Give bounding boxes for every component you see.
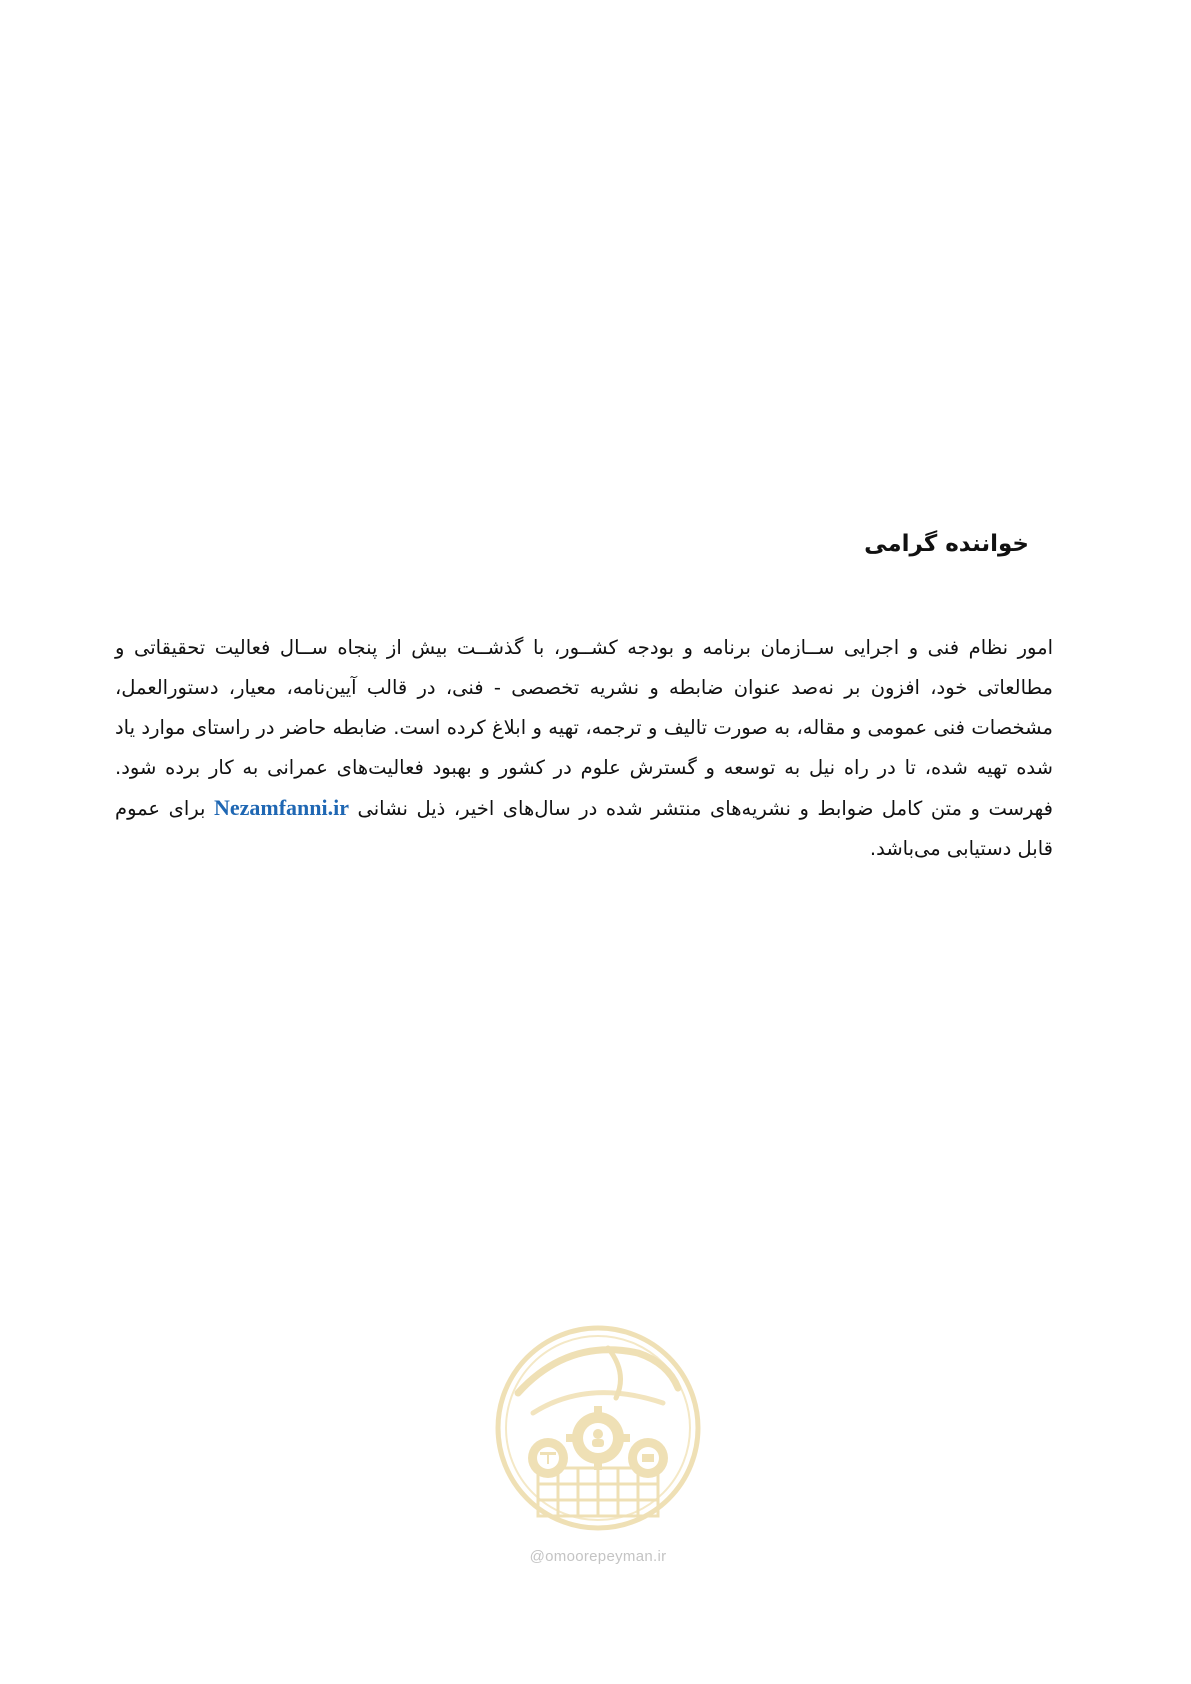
watermark-caption: @omoorepeyman.ir	[529, 1548, 667, 1565]
intro-paragraph	[115, 628, 1053, 869]
paragraph-text: امور نظام فنی و اجرایی ســازمان برنامه و بودجه کشــور، با گذشــت بیش از پنجاه ســال فعالیت تحقیقاتی و مطالعاتی خود، افزون بر نه‌صد عنوان ضابطه و نشریه تخصصی - فنی، در قالب آیین‌نامه، معیار، دستورالعمل، مشخصات فنی عمومی و مقاله، به صورت تالیف و ترجمه، تهیه و ابلاغ کرده است. ضابطه حاضر در راستای موارد یاد شده تهیه شده، تا در راه نیل به توسعه و گسترش علوم در کشور و بهبود فعالیت‌های عمرانی به کار برده شود. فهرست و متن کامل ضوابط و نشریه‌های منتشر شده در سال‌های اخیر، ذیل نشانی	[115, 636, 1053, 820]
page-heading: خواننده گرامی	[864, 531, 1029, 557]
nezamfanni-link[interactable]: Nezamfanni.ir	[213, 795, 349, 820]
paragraph-ending-text: برای عموم قابل دستیابی می‌باشد.	[115, 797, 1053, 860]
gear-seal-logo-icon	[488, 1318, 708, 1568]
